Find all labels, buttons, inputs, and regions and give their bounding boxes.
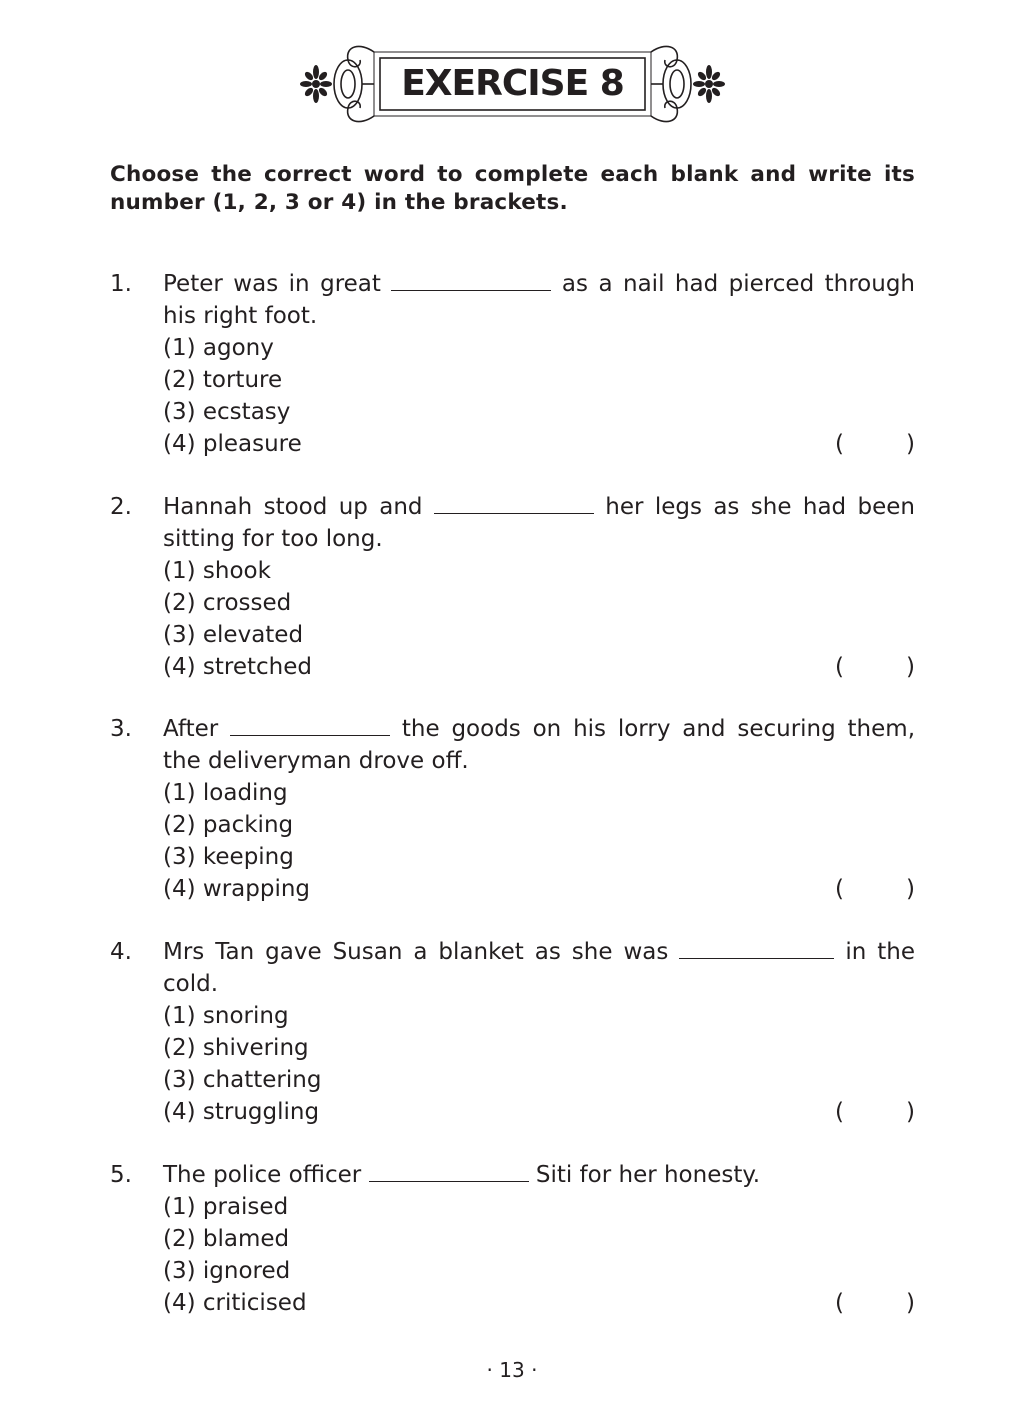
stem-text-before: The police officer xyxy=(163,1162,362,1188)
bracket-open: ( xyxy=(835,1290,844,1316)
stem-text-before: Hannah stood up and xyxy=(163,494,423,520)
question-stem xyxy=(163,268,915,332)
question-number: 4. xyxy=(110,939,132,965)
bracket-close: ) xyxy=(906,876,915,902)
option-1: (1) loading xyxy=(163,780,288,806)
bracket-open: ( xyxy=(835,654,844,680)
option-4: (4) pleasure xyxy=(163,431,302,457)
option-4: (4) criticised xyxy=(163,1290,307,1316)
option-4: (4) struggling xyxy=(163,1099,320,1125)
option-2: (2) crossed xyxy=(163,590,292,616)
answer-bracket[interactable] xyxy=(835,1096,915,1128)
option-2: (2) torture xyxy=(163,367,283,393)
option-2: (2) packing xyxy=(163,812,294,838)
stem-text-after: in the cold. xyxy=(163,939,916,997)
question-number: 5. xyxy=(110,1162,132,1188)
bracket-close: ) xyxy=(906,1290,915,1316)
bracket-open: ( xyxy=(835,1099,844,1125)
option-1: (1) agony xyxy=(163,335,274,361)
question-stem xyxy=(163,713,915,777)
option-3: (3) keeping xyxy=(163,844,294,870)
question-number: 3. xyxy=(110,716,132,742)
stem-text-after: as a nail had pierced through his right foot. xyxy=(163,271,916,329)
option-3: (3) chattering xyxy=(163,1067,322,1093)
option-2: (2) blamed xyxy=(163,1226,290,1252)
answer-bracket[interactable] xyxy=(835,428,915,460)
answer-blank xyxy=(434,491,594,514)
bracket-close: ) xyxy=(906,654,915,680)
stem-text-after: the goods on his lorry and securing them, the deliveryman drove off. xyxy=(163,716,916,774)
answer-blank xyxy=(230,713,390,736)
option-1: (1) shook xyxy=(163,558,271,584)
answer-blank xyxy=(391,268,551,291)
answer-blank xyxy=(679,936,834,959)
option-3: (3) ecstasy xyxy=(163,399,291,425)
stem-text-after: Siti for her honesty. xyxy=(535,1162,761,1188)
option-3: (3) elevated xyxy=(163,622,304,648)
answer-blank xyxy=(369,1159,529,1182)
page-title: EXERCISE 8 xyxy=(401,63,624,104)
option-1: (1) praised xyxy=(163,1194,289,1220)
question-stem xyxy=(163,936,915,1000)
page-number: · 13 · xyxy=(486,1358,538,1382)
stem-text-after: her legs as she had been sitting for too long. xyxy=(163,494,915,552)
stem-text-before: Peter was in great xyxy=(163,271,381,297)
bracket-open: ( xyxy=(835,431,844,457)
stem-text-before: Mrs Tan gave Susan a blanket as she was xyxy=(163,939,669,965)
option-4: (4) wrapping xyxy=(163,876,311,902)
question-stem xyxy=(163,1159,915,1191)
question-number: 2. xyxy=(110,494,132,520)
bracket-open: ( xyxy=(835,876,844,902)
option-2: (2) shivering xyxy=(163,1035,309,1061)
option-3: (3) ignored xyxy=(163,1258,291,1284)
stem-text-before: After xyxy=(163,716,219,742)
bracket-close: ) xyxy=(906,1099,915,1125)
answer-bracket[interactable] xyxy=(835,873,915,905)
question-number: 1. xyxy=(110,271,132,297)
answer-bracket[interactable] xyxy=(835,1287,915,1319)
answer-bracket[interactable] xyxy=(835,651,915,683)
exercise-banner xyxy=(300,40,725,130)
question-stem xyxy=(163,491,915,555)
instructions: Choose the correct word to complete each blank and write its number (1, 2, 3 or 4) in the brackets. xyxy=(110,162,915,215)
bracket-close: ) xyxy=(906,431,915,457)
option-1: (1) snoring xyxy=(163,1003,289,1029)
option-4: (4) stretched xyxy=(163,654,312,680)
